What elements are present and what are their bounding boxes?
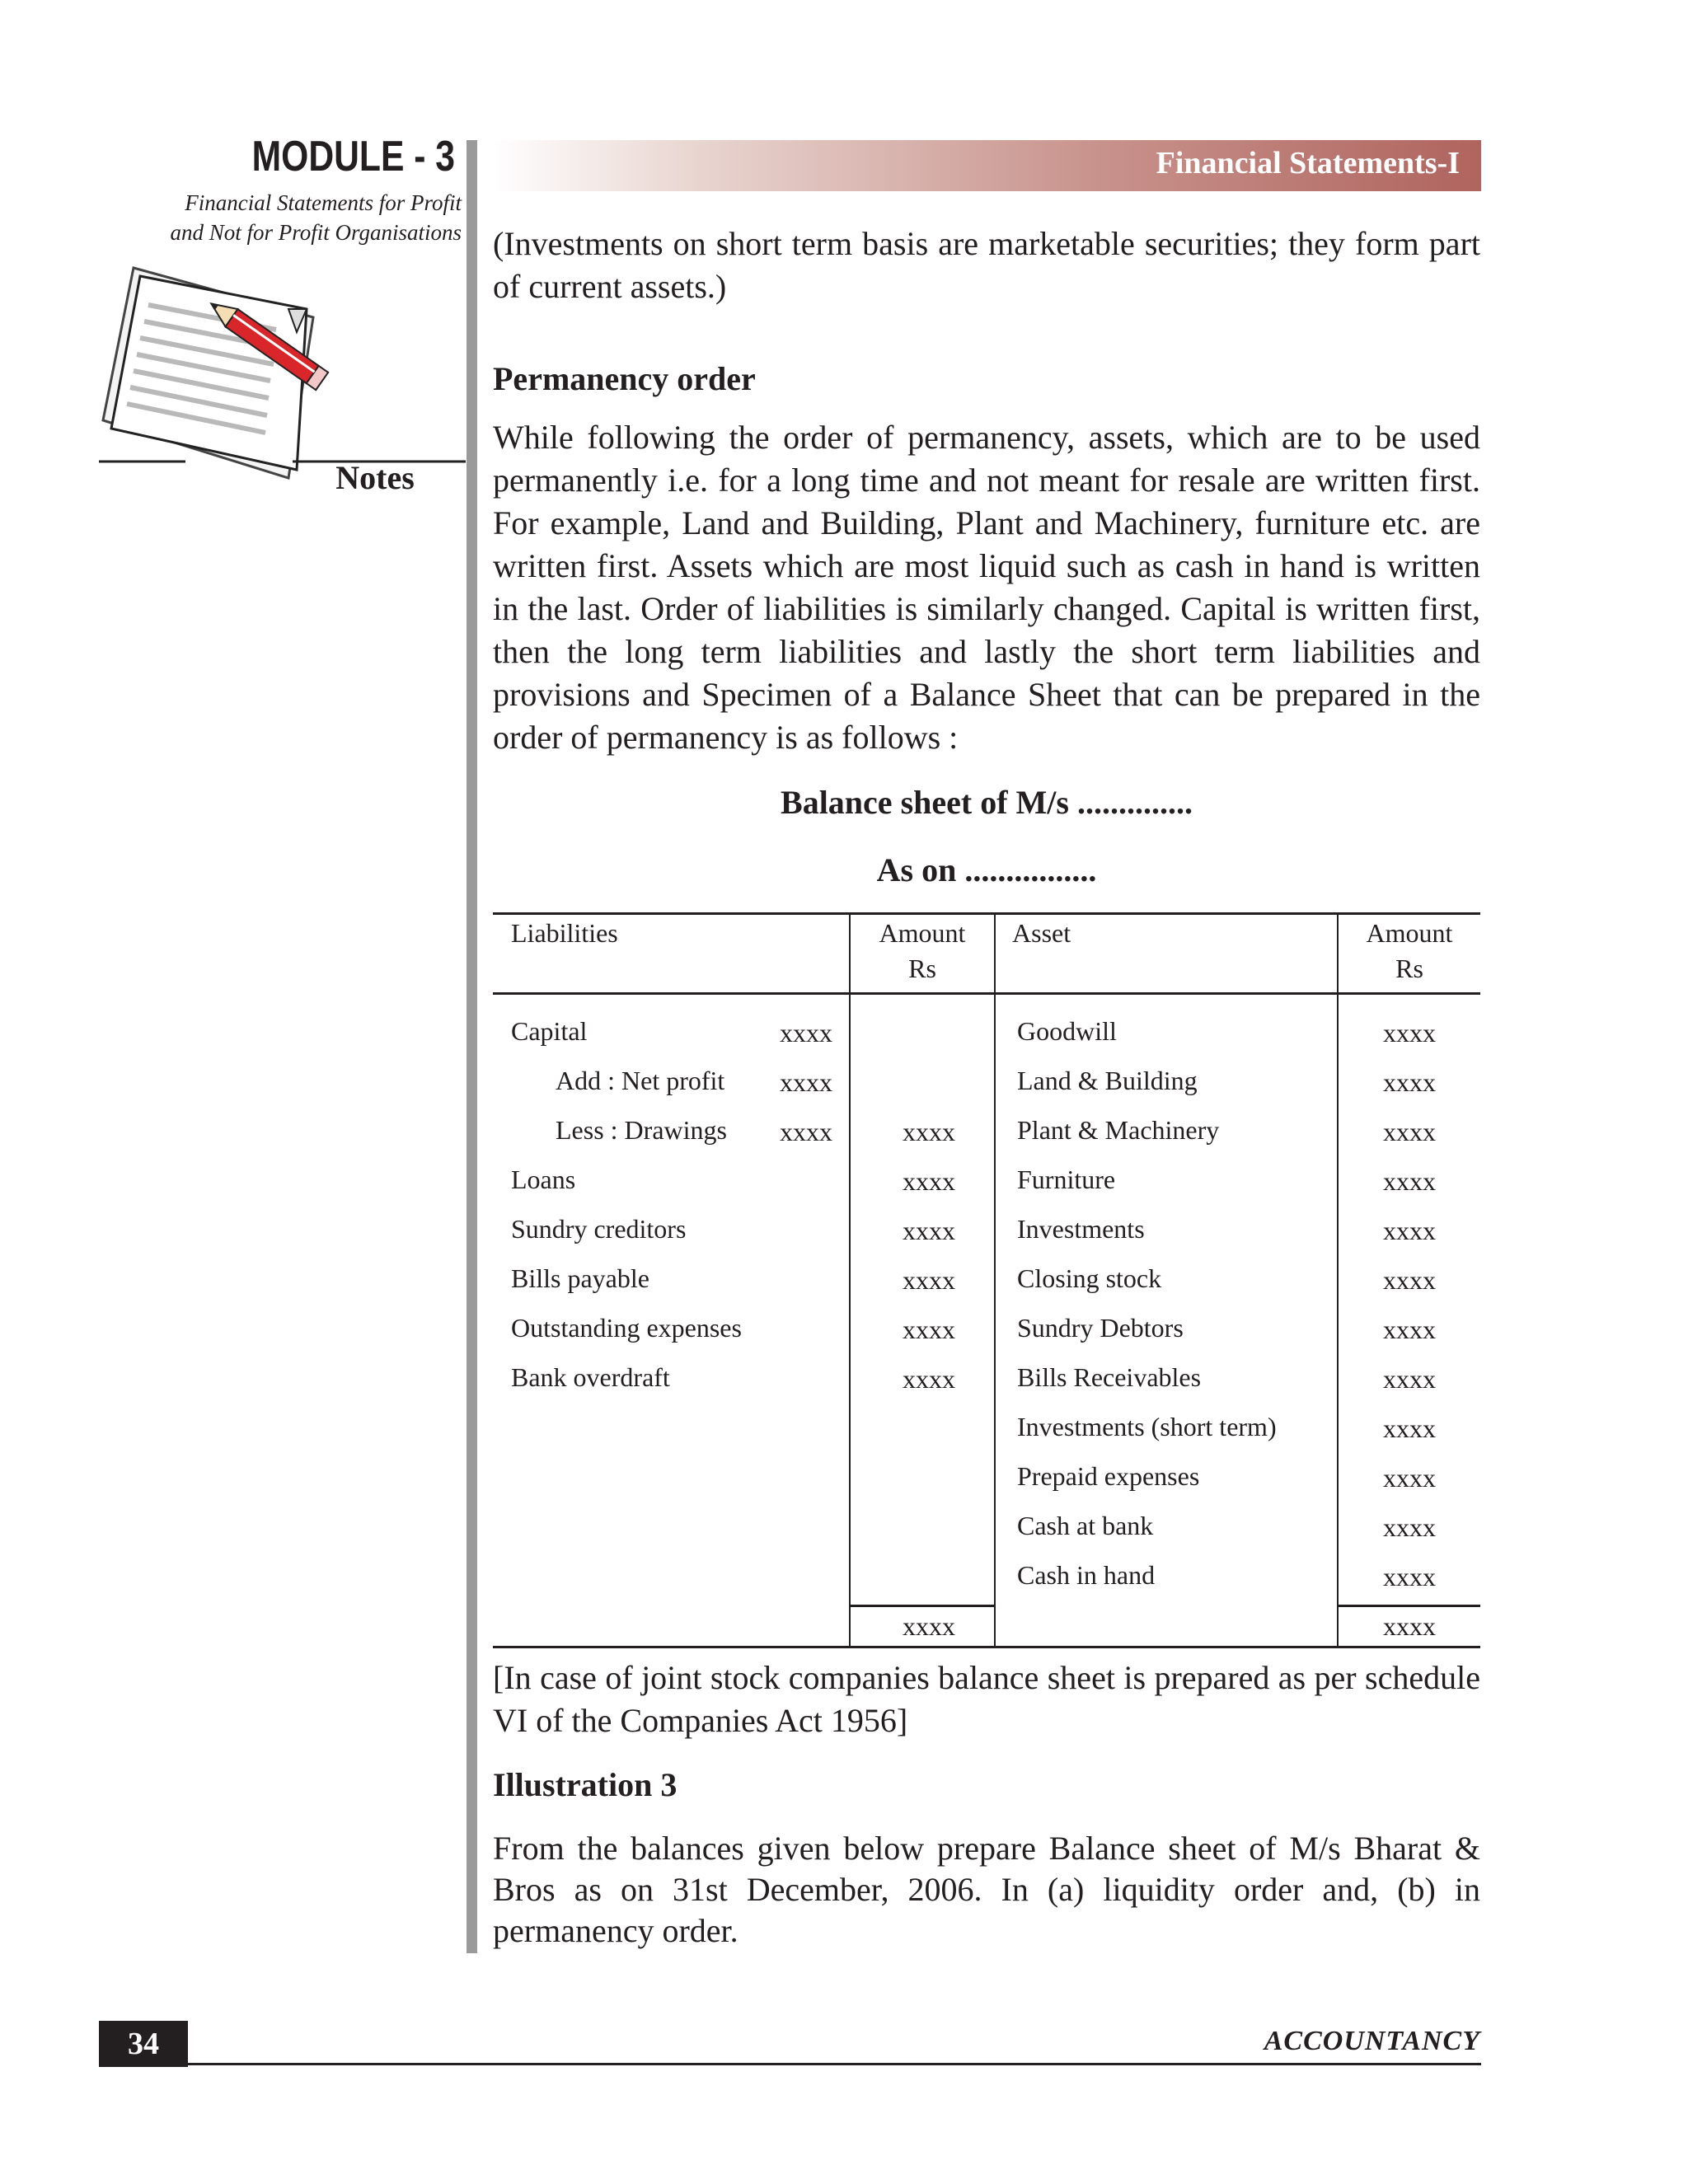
assets-total: xxxx [1383,1611,1436,1641]
assets-total-rule [1337,1605,1480,1607]
liability-label: Loans [511,1165,576,1194]
header-amount-line1: Amount [879,918,966,948]
asset-amount: xxxx [1383,1117,1436,1146]
liability-label: Sundry creditors [511,1214,687,1244]
liability-amount: xxxx [903,1315,955,1344]
illustration-paragraph: From the balances given below prepare Balance sheet of M/s Bharat & Bros as on 31st December, 2006. In (a) liquidity order and, (b) in permanency order. [493,1830,1480,1949]
notes-label: Notes [335,459,415,496]
asset-label: Cash in hand [1017,1560,1156,1590]
asset-amount: xxxx [1383,1463,1436,1493]
asset-amount: xxxx [1383,1265,1436,1295]
header-amount-line2: Rs [908,954,936,983]
section-heading: Permanency order [493,360,756,397]
asset-label: Investments (short term) [1017,1412,1277,1441]
balance-sheet-table [493,912,1480,1649]
table-bottom-rule [493,1646,1480,1648]
footer-subject: ACCOUNTANCY [1264,2026,1480,2056]
header-asset: Asset [1012,918,1071,948]
header-banner [492,140,1481,191]
module-subtitle-line2: and Not for Profit Organisations [170,220,462,245]
asset-label: Goodwill [1017,1016,1117,1046]
asset-amount: xxxx [1383,1018,1436,1047]
section-paragraph: While following the order of permanency, assets, which are to be used permanently i.e. for a long time and not meant for resale are written first. For example, Land and Building, Plant and Machinery, furniture etc. are written first. Assets which are most liquid such as cash in hand is written in the last. Order of liabilities is similarly changed. Capital is written first, then the long term liabilities and lastly the short term liabilities and provisions and Specimen of a Balance Sheet that can be prepared in the order of permanency is as follows : [493,419,1480,756]
intro-paragraph: (Investments on short term basis are marketable securities; they form part of current assets.) [493,225,1480,305]
asset-label: Land & Building [1017,1066,1198,1095]
asset-label: Cash at bank [1017,1511,1154,1540]
asset-amount: xxxx [1383,1216,1436,1245]
liability-label: Outstanding expenses [511,1313,742,1343]
liability-sub: xxxx [780,1067,832,1097]
module-subtitle-line1: Financial Statements for Profit [185,190,462,215]
header-asset-amount-line2: Rs [1395,954,1423,983]
col-divider-2 [994,912,996,1648]
asset-amount: xxxx [1383,1512,1436,1542]
asset-label: Bills Receivables [1017,1362,1202,1392]
table-title: Balance sheet of M/s .............. [781,784,1193,821]
asset-amount: xxxx [1383,1166,1436,1196]
asset-label: Investments [1017,1214,1145,1244]
header-amount [851,916,994,987]
asset-label: Plant & Machinery [1017,1115,1220,1145]
header-liabilities: Liabilities [511,918,618,948]
liabilities-total-rule [849,1605,994,1607]
liability-sub: xxxx [780,1117,832,1146]
asset-label: Prepaid expenses [1017,1461,1200,1491]
liabilities-total: xxxx [903,1611,955,1641]
col-divider-3 [1337,912,1339,1648]
footer-rule [99,2063,1481,2065]
asset-label: Closing stock [1017,1263,1162,1293]
liability-label: Less : Drawings [556,1115,727,1145]
liability-amount: xxxx [903,1364,955,1394]
header-asset-amount-line1: Amount [1366,918,1453,948]
liability-label: Capital [511,1016,588,1046]
illustration-heading: Illustration 3 [493,1766,678,1803]
asset-amount: xxxx [1383,1413,1436,1443]
liability-amount: xxxx [903,1265,955,1295]
page-number: 34 [99,2021,188,2067]
liability-amount: xxxx [903,1117,955,1146]
asset-label: Furniture [1017,1165,1116,1194]
asset-label: Sundry Debtors [1017,1313,1184,1343]
liability-sub: xxxx [780,1018,832,1047]
margin-rule [467,140,477,1953]
asset-amount: xxxx [1383,1067,1436,1097]
asset-amount: xxxx [1383,1562,1436,1591]
table-subtitle: As on ................ [876,851,1097,888]
liability-label: Add : Net profit [556,1066,725,1095]
table-header-rule [493,992,1480,995]
module-subtitle [82,188,462,247]
chapter-title: Financial Statements-I [1156,146,1460,180]
col-divider-1 [849,912,851,1648]
asset-amount: xxxx [1383,1315,1436,1344]
liability-amount: xxxx [903,1166,955,1196]
liability-amount: xxxx [903,1216,955,1245]
module-title: MODULE - 3 [251,133,455,180]
asset-amount: xxxx [1383,1364,1436,1394]
header-asset-amount [1339,916,1480,987]
liability-label: Bills payable [511,1263,649,1293]
note-paragraph: [In case of joint stock companies balance sheet is prepared as per schedule VI of the Companies Act 1956] [493,1659,1480,1739]
liability-label: Bank overdraft [511,1362,670,1392]
table-top-rule [493,912,1480,915]
